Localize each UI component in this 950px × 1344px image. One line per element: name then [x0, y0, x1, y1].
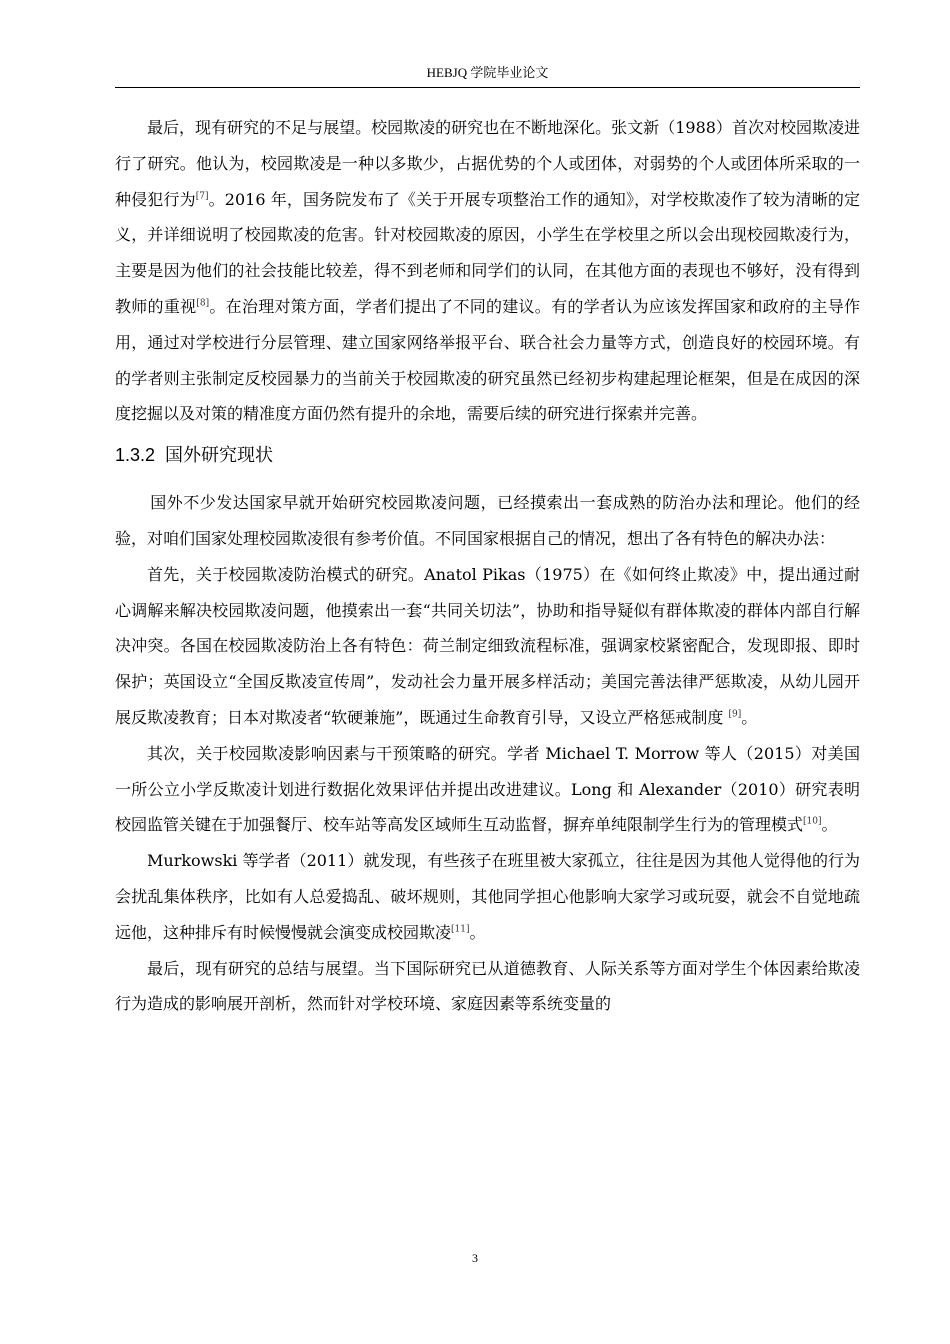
paragraph-influence-factors [115, 736, 860, 843]
citation-ref: [10] [803, 817, 822, 828]
section-number: 1.3.2 [115, 445, 156, 466]
header-rule [115, 87, 860, 88]
paragraph-domestic-summary [115, 110, 860, 432]
paragraph-text: 。在治理对策方面，学者们提出了不同的建议。有的学者认为应该发挥国家和政府的主导作用，通过对学校进行分层管理、建立国家网络举报平台、联合社会力量等方式，创造良好的校园环境。有的学者则主张制定反校园暴力的当前关于校园欺凌的研究虽然已经初步构建起理论框架，但是在成因的深度挖掘以及对策的精准度方面仍然有提升的余地，需要后续的研究进行探索并完善。 [115, 296, 860, 424]
section-heading [115, 440, 860, 471]
paragraph-text: 其次，关于校园欺凌影响因素与干预策略的研究。学者 Michael T. Morrow 等人（2015）对美国一所公立小学反欺凌计划进行数据化效果评估并提出改进建议。Long 和 Alexander（2010）研究表明校园监管关键在于加强餐厅、校车站等高发区域师生互动监督，摒弃单纯限制学生行为的管理模式 [115, 743, 860, 835]
citation-ref: [7] [195, 191, 209, 202]
paragraph-text: 国外不少发达国家早就开始研究校园欺凌问题，已经摸索出一套成熟的防治办法和理论。他们的经验，对咱们国家处理校园欺凌很有参考价值。不同国家根据自己的情况，想出了各有特色的解决办法： [115, 493, 860, 548]
paragraph-text: 。 [741, 707, 758, 727]
section-title: 国外研究现状 [165, 445, 274, 467]
citation-ref: [8] [196, 298, 210, 309]
citation-ref: [9] [728, 709, 742, 720]
paragraph-summary-outlook [115, 951, 860, 1023]
page-number: 3 [472, 1251, 478, 1265]
paragraph-text: 。 [469, 922, 486, 942]
paragraph-prevention-models [115, 557, 860, 736]
page-header: HEBJQ 学院毕业论文 [426, 65, 549, 80]
paragraph-text: 首先，关于校园欺凌防治模式的研究。Anatol Pikas（1975）在《如何终止欺凌》中，提出通过耐心调解来解决校园欺凌问题，他摸索出一套“共同关切法”，协助和指导疑似有群体欺凌的群体内部自行解决冲突。各国在校园欺凌防治上各有特色：荷兰制定细致流程标准，强调家校紧密配合，发现即报、即时保护；英国设立“全国反欺凌宣传周”，发动社会力量开展多样活动；美国完善法律严惩欺凌，从幼儿园开展反欺凌教育；日本对欺凌者“软硬兼施”，既通过生命教育引导，又设立严格惩戒制度 [115, 564, 860, 727]
paragraph-text: Murkowski 等学者（2011）就发现，有些孩子在班里被大家孤立，往往是因为其他人觉得他的行为会扰乱集体秩序，比如有人总爱捣乱、破坏规则，其他同学担心他影响大家学习或玩耍，就会不自觉地疏远他，这种排斥有时候慢慢就会演变成校园欺凌 [115, 851, 860, 942]
body-text [115, 110, 860, 1022]
paragraph-intro [115, 485, 860, 557]
paragraph-text: 。2016 年，国务院发布了《关于开展专项整治工作的通知》，对学校欺凌作了较为清晰的定义，并详细说明了校园欺凌的危害。针对校园欺凌的原因，小学生在学校里之所以会出现校园欺凌行为，主要是因为他们的社会技能比较差，得不到老师和同学们的认同，在其他方面的表现也不够好，没有得到教师的重视 [115, 189, 860, 316]
citation-ref: [11] [451, 924, 470, 935]
paragraph-text: 最后，现有研究的总结与展望。当下国际研究已从道德教育、人际关系等方面对学生个体因素给欺凌行为造成的影响展开剖析，然而针对学校环境、家庭因素等系统变量的 [115, 958, 860, 1014]
paragraph-murkowski [115, 843, 860, 950]
paragraph-text: 最后，现有研究的不足与展望。校园欺凌的研究也在不断地深化。张文新（1988）首次对校园欺凌进行了研究。他认为，校园欺凌是一种以多欺少，占据优势的个人或团体，对弱势的个人或团体所采取的一种侵犯行为 [115, 118, 860, 209]
paragraph-text: 。 [821, 815, 838, 835]
